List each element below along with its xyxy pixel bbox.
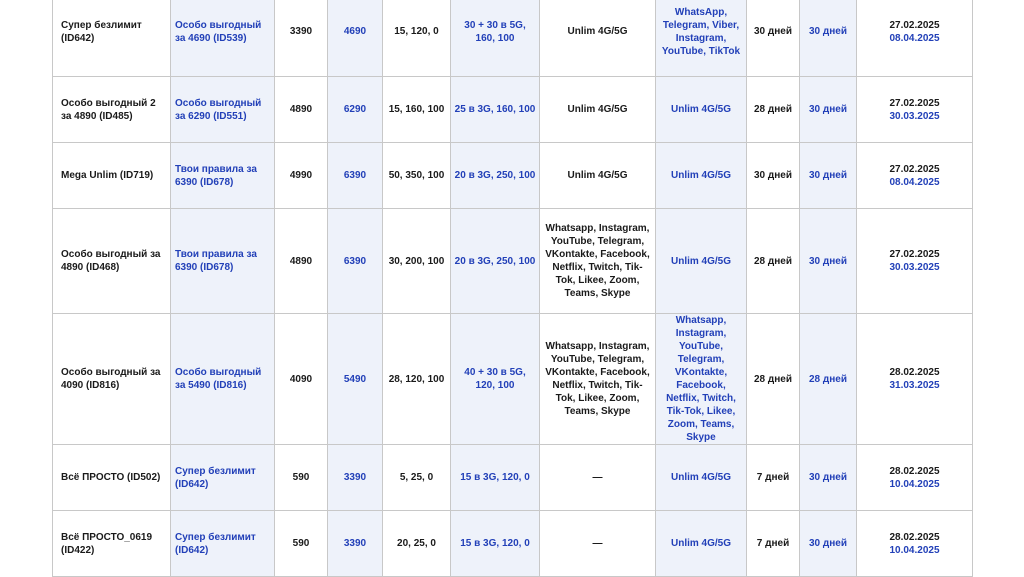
- cell-new-name: Особо выгодный за 4690 (ID539): [171, 0, 275, 77]
- cell-dates: [857, 445, 973, 511]
- cell-old-apps: Unlim 4G/5G: [540, 143, 656, 209]
- cell-new-apps: Unlim 4G/5G: [656, 77, 747, 143]
- date-end: 31.03.2025: [889, 380, 940, 391]
- date-start: 27.02.2025: [889, 19, 940, 31]
- cell-dates: [857, 511, 973, 577]
- cell-old-apps: Unlim 4G/5G: [540, 0, 656, 77]
- cell-old-period: 7 дней: [747, 445, 800, 511]
- table-row: [53, 0, 973, 77]
- date-end: 30.03.2025: [889, 262, 940, 273]
- cell-dates: [857, 0, 973, 77]
- cell-new-period: 30 дней: [800, 143, 857, 209]
- cell-new-pkg: 30 + 30 в 5G, 160, 100: [451, 0, 540, 77]
- cell-new-period: 30 дней: [800, 0, 857, 77]
- date-end: 10.04.2025: [889, 478, 940, 490]
- cell-new-apps: Unlim 4G/5G: [656, 445, 747, 511]
- cell-name: Особо выгодный 2 за 4890 (ID485): [53, 77, 171, 143]
- cell-old-price: 4990: [275, 143, 328, 209]
- date-end: 08.04.2025: [889, 32, 940, 44]
- table-row: [53, 314, 973, 445]
- date-start: 27.02.2025: [889, 249, 940, 260]
- cell-old-price: 4890: [275, 77, 328, 143]
- table-row: [53, 143, 973, 209]
- cell-name: Всё ПРОСТО_0619 (ID422): [53, 511, 171, 577]
- cell-new-period: 30 дней: [800, 77, 857, 143]
- cell-old-pkg: 28, 120, 100: [383, 314, 451, 445]
- cell-new-pkg: 40 + 30 в 5G, 120, 100: [451, 314, 540, 445]
- cell-new-period: 30 дней: [800, 511, 857, 577]
- cell-new-price: 6390: [328, 209, 383, 314]
- cell-new-pkg: 15 в 3G, 120, 0: [451, 511, 540, 577]
- table-row: [53, 209, 973, 314]
- cell-new-price: 6290: [328, 77, 383, 143]
- date-start: 28.02.2025: [889, 531, 940, 543]
- cell-new-price: 3390: [328, 445, 383, 511]
- cell-dates: [857, 77, 973, 143]
- cell-old-pkg: 50, 350, 100: [383, 143, 451, 209]
- cell-old-price: 4890: [275, 209, 328, 314]
- cell-new-pkg: 25 в 3G, 160, 100: [451, 77, 540, 143]
- cell-old-apps: Whatsapp, Instagram, YouTube, Telegram, VKontakte, Facebook, Netflix, Twitch, Tik-Tok, Likee, Zoom, Teams, Skype: [540, 314, 656, 445]
- table-row: [53, 511, 973, 577]
- cell-new-name: Супер безлимит (ID642): [171, 445, 275, 511]
- cell-name: Mega Unlim (ID719): [53, 143, 171, 209]
- cell-new-period: 30 дней: [800, 209, 857, 314]
- cell-new-price: 4690: [328, 0, 383, 77]
- tariff-migration-table: [52, 0, 973, 577]
- cell-old-pkg: 15, 160, 100: [383, 77, 451, 143]
- date-end: 30.03.2025: [889, 110, 940, 122]
- cell-old-price: 4090: [275, 314, 328, 445]
- cell-old-period: 30 дней: [747, 143, 800, 209]
- cell-new-name: Твои правила за 6390 (ID678): [171, 209, 275, 314]
- date-start: 27.02.2025: [889, 163, 940, 175]
- cell-new-price: 5490: [328, 314, 383, 445]
- cell-old-price: 590: [275, 445, 328, 511]
- cell-old-apps: Whatsapp, Instagram, YouTube, Telegram, VKontakte, Facebook, Netflix, Twitch, Tik-Tok, Likee, Zoom, Teams, Skype: [540, 209, 656, 314]
- cell-old-price: 3390: [275, 0, 328, 77]
- cell-new-price: 6390: [328, 143, 383, 209]
- date-start: 27.02.2025: [889, 97, 940, 109]
- cell-old-period: 28 дней: [747, 314, 800, 445]
- date-start: 28.02.2025: [889, 367, 940, 378]
- cell-old-pkg: 15, 120, 0: [383, 0, 451, 77]
- cell-new-price: 3390: [328, 511, 383, 577]
- cell-old-apps: —: [540, 511, 656, 577]
- cell-name: Особо выгодный за 4890 (ID468): [53, 209, 171, 314]
- cell-new-name: Супер безлимит (ID642): [171, 511, 275, 577]
- cell-dates: [857, 209, 973, 314]
- cell-new-name: Особо выгодный за 6290 (ID551): [171, 77, 275, 143]
- date-end: 08.04.2025: [889, 176, 940, 188]
- cell-new-period: 30 дней: [800, 445, 857, 511]
- cell-old-apps: —: [540, 445, 656, 511]
- cell-new-name: Твои правила за 6390 (ID678): [171, 143, 275, 209]
- cell-old-apps: Unlim 4G/5G: [540, 77, 656, 143]
- cell-new-name: Особо выгодный за 5490 (ID816): [171, 314, 275, 445]
- cell-old-period: 28 дней: [747, 209, 800, 314]
- cell-old-pkg: 30, 200, 100: [383, 209, 451, 314]
- date-end: 10.04.2025: [889, 544, 940, 556]
- cell-new-pkg: 20 в 3G, 250, 100: [451, 209, 540, 314]
- cell-new-period: 28 дней: [800, 314, 857, 445]
- table-row: [53, 77, 973, 143]
- cell-name: Всё ПРОСТО (ID502): [53, 445, 171, 511]
- cell-new-apps: Whatsapp, Instagram, YouTube, Telegram, VKontakte, Facebook, Netflix, Twitch, Tik-Tok, Likee, Zoom, Teams, Skype: [656, 314, 747, 445]
- cell-old-pkg: 5, 25, 0: [383, 445, 451, 511]
- cell-dates: [857, 314, 973, 445]
- cell-name: Особо выгодный за 4090 (ID816): [53, 314, 171, 445]
- cell-new-pkg: 15 в 3G, 120, 0: [451, 445, 540, 511]
- cell-old-period: 30 дней: [747, 0, 800, 77]
- cell-old-period: 7 дней: [747, 511, 800, 577]
- cell-new-apps: Unlim 4G/5G: [656, 143, 747, 209]
- cell-old-price: 590: [275, 511, 328, 577]
- cell-new-pkg: 20 в 3G, 250, 100: [451, 143, 540, 209]
- cell-new-apps: Unlim 4G/5G: [656, 511, 747, 577]
- cell-old-period: 28 дней: [747, 77, 800, 143]
- cell-name: Супер безлимит (ID642): [53, 0, 171, 77]
- cell-new-apps: Unlim 4G/5G: [656, 209, 747, 314]
- cell-old-pkg: 20, 25, 0: [383, 511, 451, 577]
- date-start: 28.02.2025: [889, 465, 940, 477]
- cell-dates: [857, 143, 973, 209]
- table-row: [53, 445, 973, 511]
- cell-new-apps: WhatsApp, Telegram, Viber, Instagram, YouTube, TikTok: [656, 0, 747, 77]
